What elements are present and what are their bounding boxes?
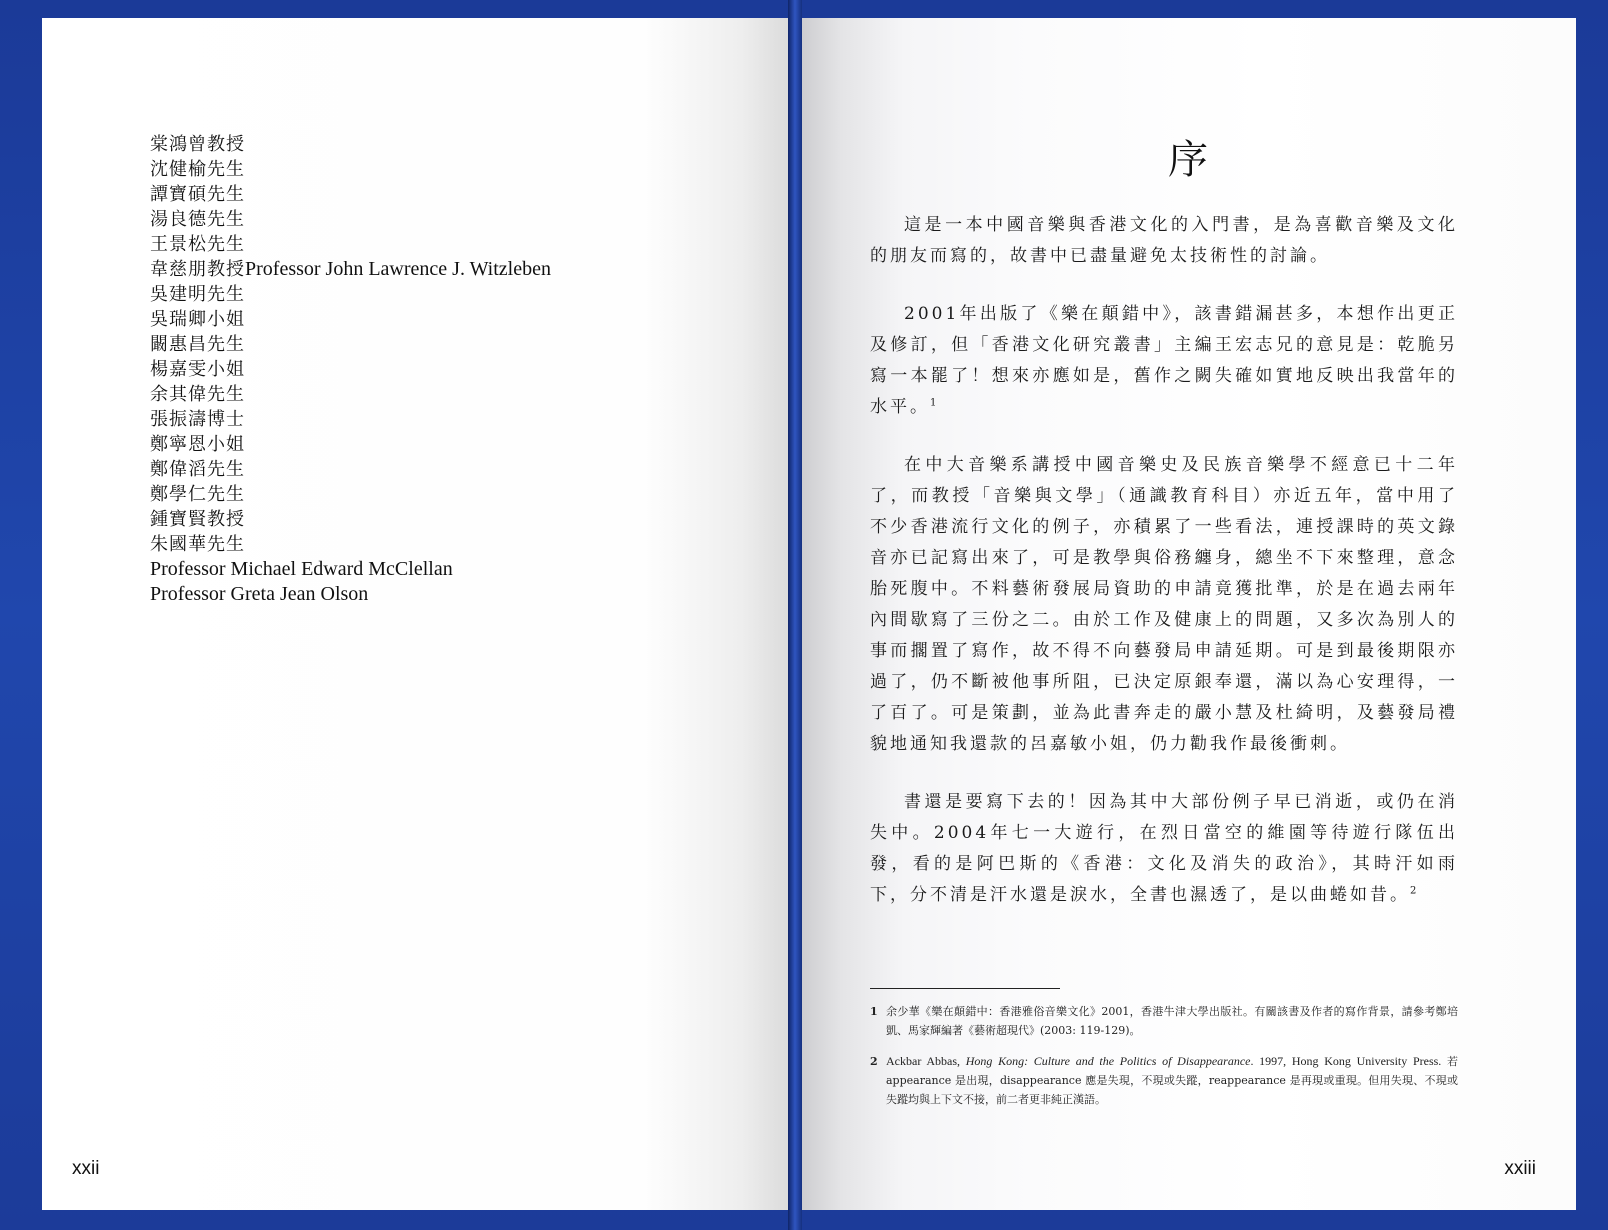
name-entry: 韋慈朋教授Professor John Lawrence J. Witzleben [150,258,551,280]
book-spine-gutter [788,0,802,1230]
paragraph: 書還是要寫下去的！因為其中大部份例子早已消逝，或仍在消失中。2004年七一大遊行，在烈日當空的維園等待遊行隊伍出發，看的是阿巴斯的《香港：文化及消失的政治》，其時汗如雨下，分不清是汗水還是淚水，全書也濕透了，是以曲蜷如昔。$^2$ [870,792,1458,905]
page-number: xxiii [1504,1158,1536,1179]
preface-body [870,210,1458,938]
name-entry: 吳瑞卿小姐 [150,309,245,330]
name-entry-english: Professor Greta Jean Olson [150,583,369,605]
footnote: 1 余少華《樂在顛錯中：香港雅俗音樂文化》2001，香港牛津大學出版社。有關該書及作者的寫作背景，請參考鄭培凱、馬家輝編著《藝術超現代》(2003: 119-129)。 [870,1002,1458,1040]
right-page [794,18,1576,1210]
acknowledgement-name-list [150,132,551,607]
name-entry: 棠鴻曾教授 [150,134,245,155]
name-entry: 湯良德先生 [150,209,245,230]
footnote-marker: 2 [1410,885,1420,897]
footnote-marker: 1 [930,397,940,409]
footnotes [870,1002,1458,1121]
footnote-number: 2 [870,1055,878,1068]
paragraph: 在中大音樂系講授中國音樂史及民族音樂學不經意已十二年了，而教授「音樂與文學」（通識教育科目）亦近五年，當中用了不少香港流行文化的例子，亦積累了一些看法，連授課時的英文錄音亦已記寫出來了，可是教學與俗務纏身，總坐不下來整理，意念胎死腹中。不料藝術發展局資助的申請竟獲批準，於是在過去兩年內間歇寫了三份之二。由於工作及健康上的問題，又多次為別人的事而擱置了寫作，故不得不向藝發局申請延期。可是到最後期限亦過了，仍不斷被他事所阻，已決定原銀奉還，滿以為心安理得，一了百了。可是策劃，並為此書奔走的嚴小慧及杜綺明，及藝發局禮貌地通知我還款的呂嘉敏小姐，仍力勸我作最後衝刺。 [870,455,1458,754]
name-entry: 鄭寧恩小姐 [150,434,245,455]
footnote-divider [870,988,1060,989]
paragraph: 這是一本中國音樂與香港文化的入門書，是為喜歡音樂及文化的朋友而寫的，故書中已盡量避免太技術性的討論。 [870,215,1458,266]
page-number: xxii [72,1158,100,1179]
left-page [42,18,794,1210]
name-entry: 余其偉先生 [150,384,245,405]
name-entry: 楊嘉雯小姐 [150,359,245,380]
name-entry: 王景松先生 [150,234,245,255]
name-entry-english: Professor Michael Edward McClellan [150,558,453,580]
paragraph: 2001年出版了《樂在顛錯中》，該書錯漏甚多，本想作出更正及修訂，但「香港文化研究叢書」主編王宏志兄的意見是：乾脆另寫一本罷了！想來亦應如是，舊作之闕失確如實地反映出我當年的水平。$^1$ [870,304,1458,417]
cited-title: Hong Kong: Culture and the Politics of Disappearance [965,1054,1251,1068]
name-entry: 譚寶碩先生 [150,184,245,205]
name-entry: 吳建明先生 [150,284,245,305]
page-title: 序 [1168,137,1208,183]
name-entry: 鄭偉滔先生 [150,459,245,480]
footnote: 2 Ackbar Abbas, Hong Kong: Culture and the Politics of Disappearance. 1997, Hong Kong University Press. 若 appearance 是出現，disappearance 應是失現，不現或失蹤，reappearance 是再現或重現。但用失現、不現或失蹤均與上下文不接，前二者更非純正漢語。 [870,1054,1458,1106]
name-entry: 朱國華先生 [150,534,245,555]
name-entry: 沈健榆先生 [150,159,245,180]
name-entry: 張振濤博士 [150,409,245,430]
name-entry: 鄭學仁先生 [150,484,245,505]
name-entry: 鍾寶賢教授 [150,509,245,530]
footnote-number: 1 [870,1005,878,1018]
name-entry: 闞惠昌先生 [150,334,245,355]
name-entry-english: Professor John Lawrence J. Witzleben [245,258,551,280]
